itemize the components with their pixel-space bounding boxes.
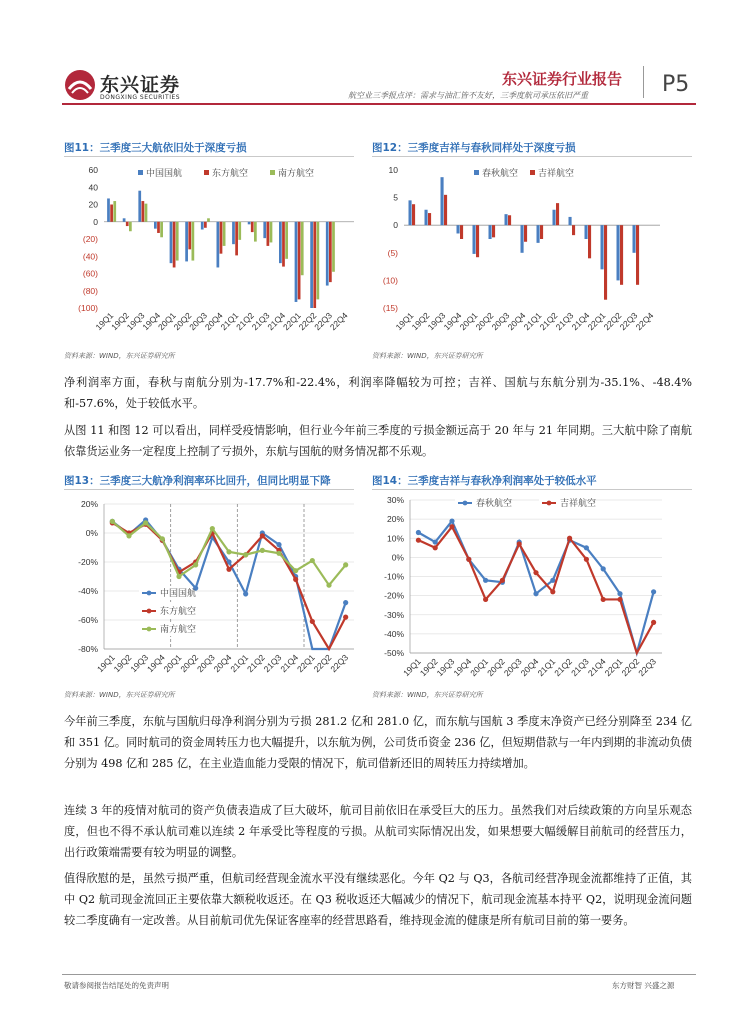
data-point: [343, 615, 348, 620]
bar: [476, 225, 479, 257]
fig11-source: 资料来源：WIND，东兴证券研究所: [64, 352, 175, 360]
x-tick-label: 20Q2: [171, 310, 194, 333]
y-tick-label: 20: [88, 199, 98, 210]
data-point: [143, 520, 148, 525]
bar: [604, 225, 607, 300]
bar: [201, 222, 204, 230]
data-point: [210, 526, 215, 531]
data-point: [601, 566, 606, 571]
y-tick-label: -20%: [78, 557, 98, 567]
bar: [173, 222, 176, 268]
bar: [157, 222, 160, 233]
report-subtitle: 航空业三季报点评：需求与油汇皆不友好，三季度航司承压依旧严重: [348, 91, 588, 100]
bar: [113, 201, 116, 222]
y-tick-label: 20%: [386, 514, 404, 525]
data-point: [533, 591, 538, 596]
x-tick-label: 21Q4: [265, 310, 288, 333]
y-tick-label: -60%: [78, 615, 98, 625]
bar: [138, 191, 141, 222]
fig14-chart: [370, 492, 670, 684]
y-tick-label: 10%: [386, 533, 404, 544]
x-tick-label: 21Q4: [569, 310, 592, 333]
bar: [154, 222, 157, 229]
bar: [176, 222, 179, 261]
paragraph-1: 净利润率方面，春秋与南航分别为-17.7%和-22.4%，利润率降幅较为可控；吉祥、国航与东航分别为-35.1%、-48.4%和-57.6%，处于较低水平。: [64, 376, 692, 410]
fig11-title: 图11：三季度三大航依旧处于深度亏损: [64, 142, 247, 154]
x-tick-label: 20Q1: [155, 310, 178, 333]
data-point: [326, 583, 331, 588]
bar: [537, 225, 540, 243]
data-point: [260, 533, 265, 538]
x-tick-label: 22Q2: [601, 310, 624, 333]
fig14-title-rule: [372, 489, 692, 490]
x-tick-label: 21Q3: [261, 652, 284, 675]
x-tick-label: 21Q2: [552, 656, 575, 679]
bar: [223, 222, 226, 246]
data-point: [110, 519, 115, 524]
x-tick-label: 22Q3: [312, 310, 334, 333]
x-tick-label: 22Q1: [585, 310, 608, 333]
bar: [295, 222, 298, 302]
y-tick-label: (100): [78, 303, 98, 313]
x-tick-label: 22Q4: [633, 310, 656, 333]
y-tick-label: 60: [88, 165, 98, 175]
page-number: P5: [662, 72, 690, 97]
legend-label: 春秋航空: [482, 168, 519, 178]
legend-label: 东方航空: [212, 168, 249, 178]
data-point: [483, 578, 488, 583]
bar: [409, 200, 412, 225]
bar: [508, 215, 511, 225]
x-tick-label: 22Q1: [294, 652, 317, 675]
bar: [572, 225, 575, 235]
bar: [473, 225, 476, 254]
data-point: [243, 552, 248, 557]
fig12-chart: [370, 160, 694, 345]
bar: [553, 210, 556, 225]
x-tick-label: 22Q3: [617, 310, 640, 333]
data-point: [651, 620, 656, 625]
bar: [492, 225, 495, 237]
data-point: [276, 551, 281, 556]
paragraph-2: 从图 11 和图 12 可以看出，同样受疫情影响，但行业今年前三季度的亏损金额远高于 20 年与 21 年同期。三大航中除了南航依靠货运业务一定程度上控制了亏损外，东航与国航的财务情况都不乐观。: [64, 424, 692, 458]
legend-label: 东方航空: [160, 606, 197, 616]
data-point: [416, 530, 421, 535]
fig12-title-rule: [372, 156, 692, 157]
fig12-source: 资料来源：WIND，东兴证券研究所: [372, 352, 483, 360]
fig14-source: 资料来源：WIND，东兴证券研究所: [372, 691, 483, 699]
x-tick-label: 21Q1: [228, 652, 251, 675]
x-tick-label: 19Q3: [425, 310, 448, 333]
bar: [217, 222, 220, 268]
x-tick-label: 22Q4: [327, 310, 350, 333]
bar: [170, 222, 173, 263]
bar: [329, 222, 332, 282]
data-point: [226, 549, 231, 554]
x-tick-label: 21Q1: [521, 310, 544, 333]
y-tick-label: 0: [393, 220, 398, 231]
data-point: [293, 568, 298, 573]
x-tick-label: 19Q3: [128, 652, 151, 675]
bar: [254, 222, 257, 242]
x-tick-label: 19Q3: [124, 310, 147, 333]
bar: [298, 222, 301, 300]
fig13-source: 资料来源：WIND，东兴证券研究所: [64, 691, 175, 699]
fig14-title: 图14：三季度吉祥与春秋净利润率处于较低水平: [372, 475, 597, 487]
footer-rule: [62, 974, 696, 975]
bar: [457, 225, 460, 233]
bar: [248, 222, 251, 225]
bar: [425, 210, 428, 225]
x-tick-label: 20Q4: [211, 652, 234, 675]
x-tick-label: 19Q4: [144, 652, 167, 675]
x-tick-label: 20Q2: [473, 310, 496, 333]
bar: [505, 214, 508, 225]
bar: [601, 225, 604, 269]
y-tick-label: -80%: [78, 644, 98, 654]
x-tick-label: 21Q1: [535, 656, 558, 679]
data-point: [310, 619, 315, 624]
legend-label: 南方航空: [160, 624, 197, 634]
x-tick-label: 19Q2: [417, 656, 440, 679]
legend-marker: [463, 501, 468, 506]
data-point: [584, 557, 589, 562]
x-tick-label: 22Q1: [280, 310, 303, 333]
x-tick-label: 21Q2: [234, 310, 256, 333]
brand-title: 东兴证券行业报告: [502, 70, 623, 88]
bar: [301, 222, 304, 275]
legend-label: 中国国航: [146, 168, 183, 178]
paragraph-5: 值得欣慰的是，虽然亏损严重，但航司经营现金流水平没有继续恶化。今年 Q2 与 Q3，各航司经营净现金流都维持了正值，其中 Q2 航司现金流回正主要依靠大额税收返还。在 Q3 税收返还大幅减少的情况下，航司现金流基本持平 Q2，说明现金流问题较二季度确有一定改善。从目前航司优先保证客座率的经营思路看，维持现金流的健康是所有航司目前的第一要务。: [64, 872, 692, 927]
bar: [126, 222, 129, 226]
data-point: [550, 578, 555, 583]
bar: [279, 222, 282, 263]
bar: [263, 222, 266, 238]
y-tick-label: 40: [88, 182, 98, 193]
y-tick-label: (80): [82, 285, 98, 296]
bar: [317, 222, 320, 300]
bar: [238, 222, 241, 240]
legend-marker: [547, 501, 552, 506]
data-point: [193, 562, 198, 567]
legend-marker: [147, 627, 152, 632]
data-point: [449, 518, 454, 523]
data-point: [601, 597, 606, 602]
x-tick-label: 19Q4: [441, 310, 464, 333]
x-tick-label: 21Q3: [569, 656, 591, 679]
fig12-title: 图12：三季度吉祥与春秋同样处于深度亏损: [372, 142, 576, 154]
data-point: [160, 536, 165, 541]
x-tick-label: 20Q4: [518, 656, 541, 679]
legend-label: 南方航空: [278, 168, 315, 178]
x-tick-label: 20Q4: [202, 310, 225, 333]
bar: [460, 225, 463, 239]
legend-marker: [147, 591, 152, 596]
y-tick-label: (15): [382, 303, 398, 313]
data-point: [550, 589, 555, 594]
logo-subtext: DONGXING SECURITIES: [100, 94, 181, 101]
bar: [232, 222, 235, 244]
bar: [110, 205, 113, 222]
y-tick-label: -40%: [384, 628, 404, 639]
bar: [569, 217, 572, 225]
x-tick-label: 20Q3: [501, 656, 524, 679]
data-point: [466, 557, 471, 562]
legend-swatch: [474, 170, 479, 175]
y-tick-label: (60): [82, 268, 98, 279]
data-point: [617, 591, 622, 596]
x-tick-label: 19Q2: [409, 310, 432, 333]
x-tick-label: 19Q1: [393, 310, 416, 333]
x-tick-label: 21Q4: [278, 652, 301, 675]
bar: [142, 201, 145, 222]
legend-swatch: [138, 170, 143, 175]
legend-label: 春秋航空: [476, 498, 513, 508]
bar: [332, 222, 335, 272]
y-tick-label: 0: [93, 216, 98, 227]
y-tick-label: (10): [382, 275, 398, 286]
x-tick-label: 19Q3: [434, 656, 457, 679]
data-point: [517, 541, 522, 546]
header: [0, 0, 755, 110]
bar: [270, 222, 273, 243]
fig13-chart: [62, 492, 358, 684]
data-point: [343, 600, 348, 605]
bar: [188, 222, 191, 250]
bar: [444, 195, 447, 225]
fig11-title-rule: [64, 156, 354, 157]
x-tick-label: 19Q1: [93, 310, 116, 333]
bar: [313, 222, 316, 308]
x-tick-label: 21Q3: [553, 310, 576, 333]
bar: [310, 222, 313, 308]
data-point: [416, 538, 421, 543]
data-point: [343, 562, 348, 567]
x-tick-label: 21Q4: [585, 656, 608, 679]
bar: [107, 198, 110, 221]
header-rule: [62, 103, 696, 105]
y-tick-label: 5: [393, 192, 398, 203]
x-tick-label: 20Q1: [468, 656, 491, 679]
bar: [220, 222, 223, 254]
data-point: [483, 597, 488, 602]
x-tick-label: 22Q2: [619, 656, 642, 679]
x-tick-label: 21Q1: [218, 310, 241, 333]
bar: [251, 222, 254, 232]
header-divider: [643, 66, 644, 98]
x-tick-label: 20Q3: [194, 652, 217, 675]
x-tick-label: 20Q1: [457, 310, 480, 333]
footer-slogan: 东方财智 兴盛之源: [612, 981, 675, 990]
bar: [129, 222, 132, 231]
data-point: [126, 533, 131, 538]
y-tick-label: (20): [82, 234, 98, 244]
x-tick-label: 22Q3: [636, 656, 659, 679]
data-point: [617, 597, 622, 602]
footer-disclaimer: 敬请参阅报告结尾处的免责声明: [64, 981, 169, 990]
data-point: [176, 574, 181, 579]
data-point: [567, 536, 572, 541]
x-tick-label: 20Q2: [178, 652, 201, 675]
bar: [267, 222, 270, 246]
bar: [617, 225, 620, 280]
x-tick-label: 22Q1: [602, 656, 625, 679]
data-point: [449, 524, 454, 529]
data-point: [226, 567, 231, 572]
x-tick-label: 19Q1: [401, 656, 423, 679]
bar: [285, 222, 288, 259]
legend-swatch: [270, 170, 275, 175]
data-point: [260, 548, 265, 553]
bar: [636, 225, 639, 285]
bar: [521, 225, 524, 253]
y-tick-label: (5): [387, 247, 398, 258]
y-tick-label: -50%: [384, 648, 404, 658]
bar: [620, 225, 623, 285]
x-tick-label: 20Q1: [161, 652, 184, 675]
legend-label: 吉祥航空: [560, 498, 597, 508]
x-tick-label: 20Q2: [485, 656, 507, 679]
bar: [524, 225, 527, 242]
bar: [588, 225, 591, 258]
legend-label: 吉祥航空: [538, 168, 575, 178]
bar: [207, 218, 210, 221]
x-tick-label: 21Q2: [537, 310, 560, 333]
bar: [235, 222, 238, 256]
y-tick-label: -30%: [384, 609, 404, 620]
bar: [428, 213, 431, 225]
bar: [160, 222, 163, 238]
legend-swatch: [530, 170, 535, 175]
bar: [192, 222, 195, 261]
y-tick-label: 30%: [386, 495, 404, 505]
bar: [145, 204, 148, 222]
data-point: [293, 577, 298, 582]
bar: [204, 222, 207, 228]
bar: [441, 177, 444, 225]
x-tick-label: 19Q4: [451, 656, 474, 679]
x-tick-label: 20Q3: [187, 310, 209, 333]
x-tick-label: 19Q4: [140, 310, 163, 333]
y-tick-label: 20%: [80, 499, 98, 509]
bar: [585, 225, 588, 239]
y-tick-label: -20%: [384, 590, 404, 601]
bar: [282, 222, 285, 267]
x-tick-label: 19Q1: [94, 652, 117, 675]
bar: [123, 218, 126, 221]
data-point: [533, 570, 538, 575]
fig13-title: 图13：三季度三大航净利润率环比回升，但同比明显下降: [64, 475, 331, 487]
series-line: [418, 521, 653, 653]
paragraph-4: 连续 3 年的疫情对航司的资产负债表造成了巨大破坏，航司目前依旧在承受巨大的压力。虽然我们对后续政策的方向呈乐观态度，但也不得不承认航司难以连续 2 年承受比等程度的亏损。从航司实际情况出发，如果想要大幅缓解目前航司的经营压力，出行政策端需要有较为明显的调整。: [64, 804, 692, 859]
x-tick-label: 21Q3: [249, 310, 272, 333]
logo-text: 东兴证券: [100, 74, 181, 96]
y-tick-label: 0%: [391, 552, 404, 563]
data-point: [276, 542, 281, 547]
x-tick-label: 22Q2: [311, 652, 334, 675]
y-tick-label: (40): [82, 251, 98, 262]
x-tick-label: 20Q4: [505, 310, 528, 333]
x-tick-label: 21Q2: [244, 652, 267, 675]
data-point: [500, 578, 505, 583]
y-tick-label: 10: [388, 165, 398, 175]
legend-swatch: [204, 170, 209, 175]
data-point: [310, 558, 315, 563]
y-tick-label: -40%: [78, 586, 98, 596]
bar: [633, 225, 636, 253]
y-tick-label: 0%: [85, 528, 98, 538]
x-tick-label: 22Q3: [328, 652, 351, 675]
bar: [540, 225, 543, 239]
x-tick-label: 20Q3: [489, 310, 512, 333]
data-point: [651, 589, 656, 594]
bar: [556, 203, 559, 225]
bar: [326, 222, 329, 286]
x-tick-label: 22Q2: [296, 310, 319, 333]
bar: [185, 222, 188, 262]
data-point: [433, 545, 438, 550]
data-point: [584, 545, 589, 550]
fig11-chart: [62, 160, 358, 345]
bar: [489, 225, 492, 239]
fig13-title-rule: [64, 489, 354, 490]
legend-marker: [147, 609, 152, 614]
y-tick-label: -10%: [384, 571, 404, 582]
paragraph-3: 今年前三季度，东航与国航归母净利润分别为亏损 281.2 亿和 281.0 亿，而东航与国航 3 季度末净资产已经分别降至 234 亿和 351 亿。同时航司的资金周转压力也大幅提升，以东航为例，公司货币资金 236 亿，但短期借款与一年内到期的非流动负债分别为 498 亿和 285 亿，在主业造血能力受限的情况下，航司借新还旧的周转压力持续增加。: [64, 715, 692, 770]
bar: [412, 204, 415, 225]
legend-label: 中国国航: [160, 588, 197, 598]
data-point: [243, 591, 248, 596]
x-tick-label: 19Q2: [109, 310, 131, 333]
x-tick-label: 19Q2: [111, 652, 134, 675]
logo-icon: [64, 69, 96, 101]
